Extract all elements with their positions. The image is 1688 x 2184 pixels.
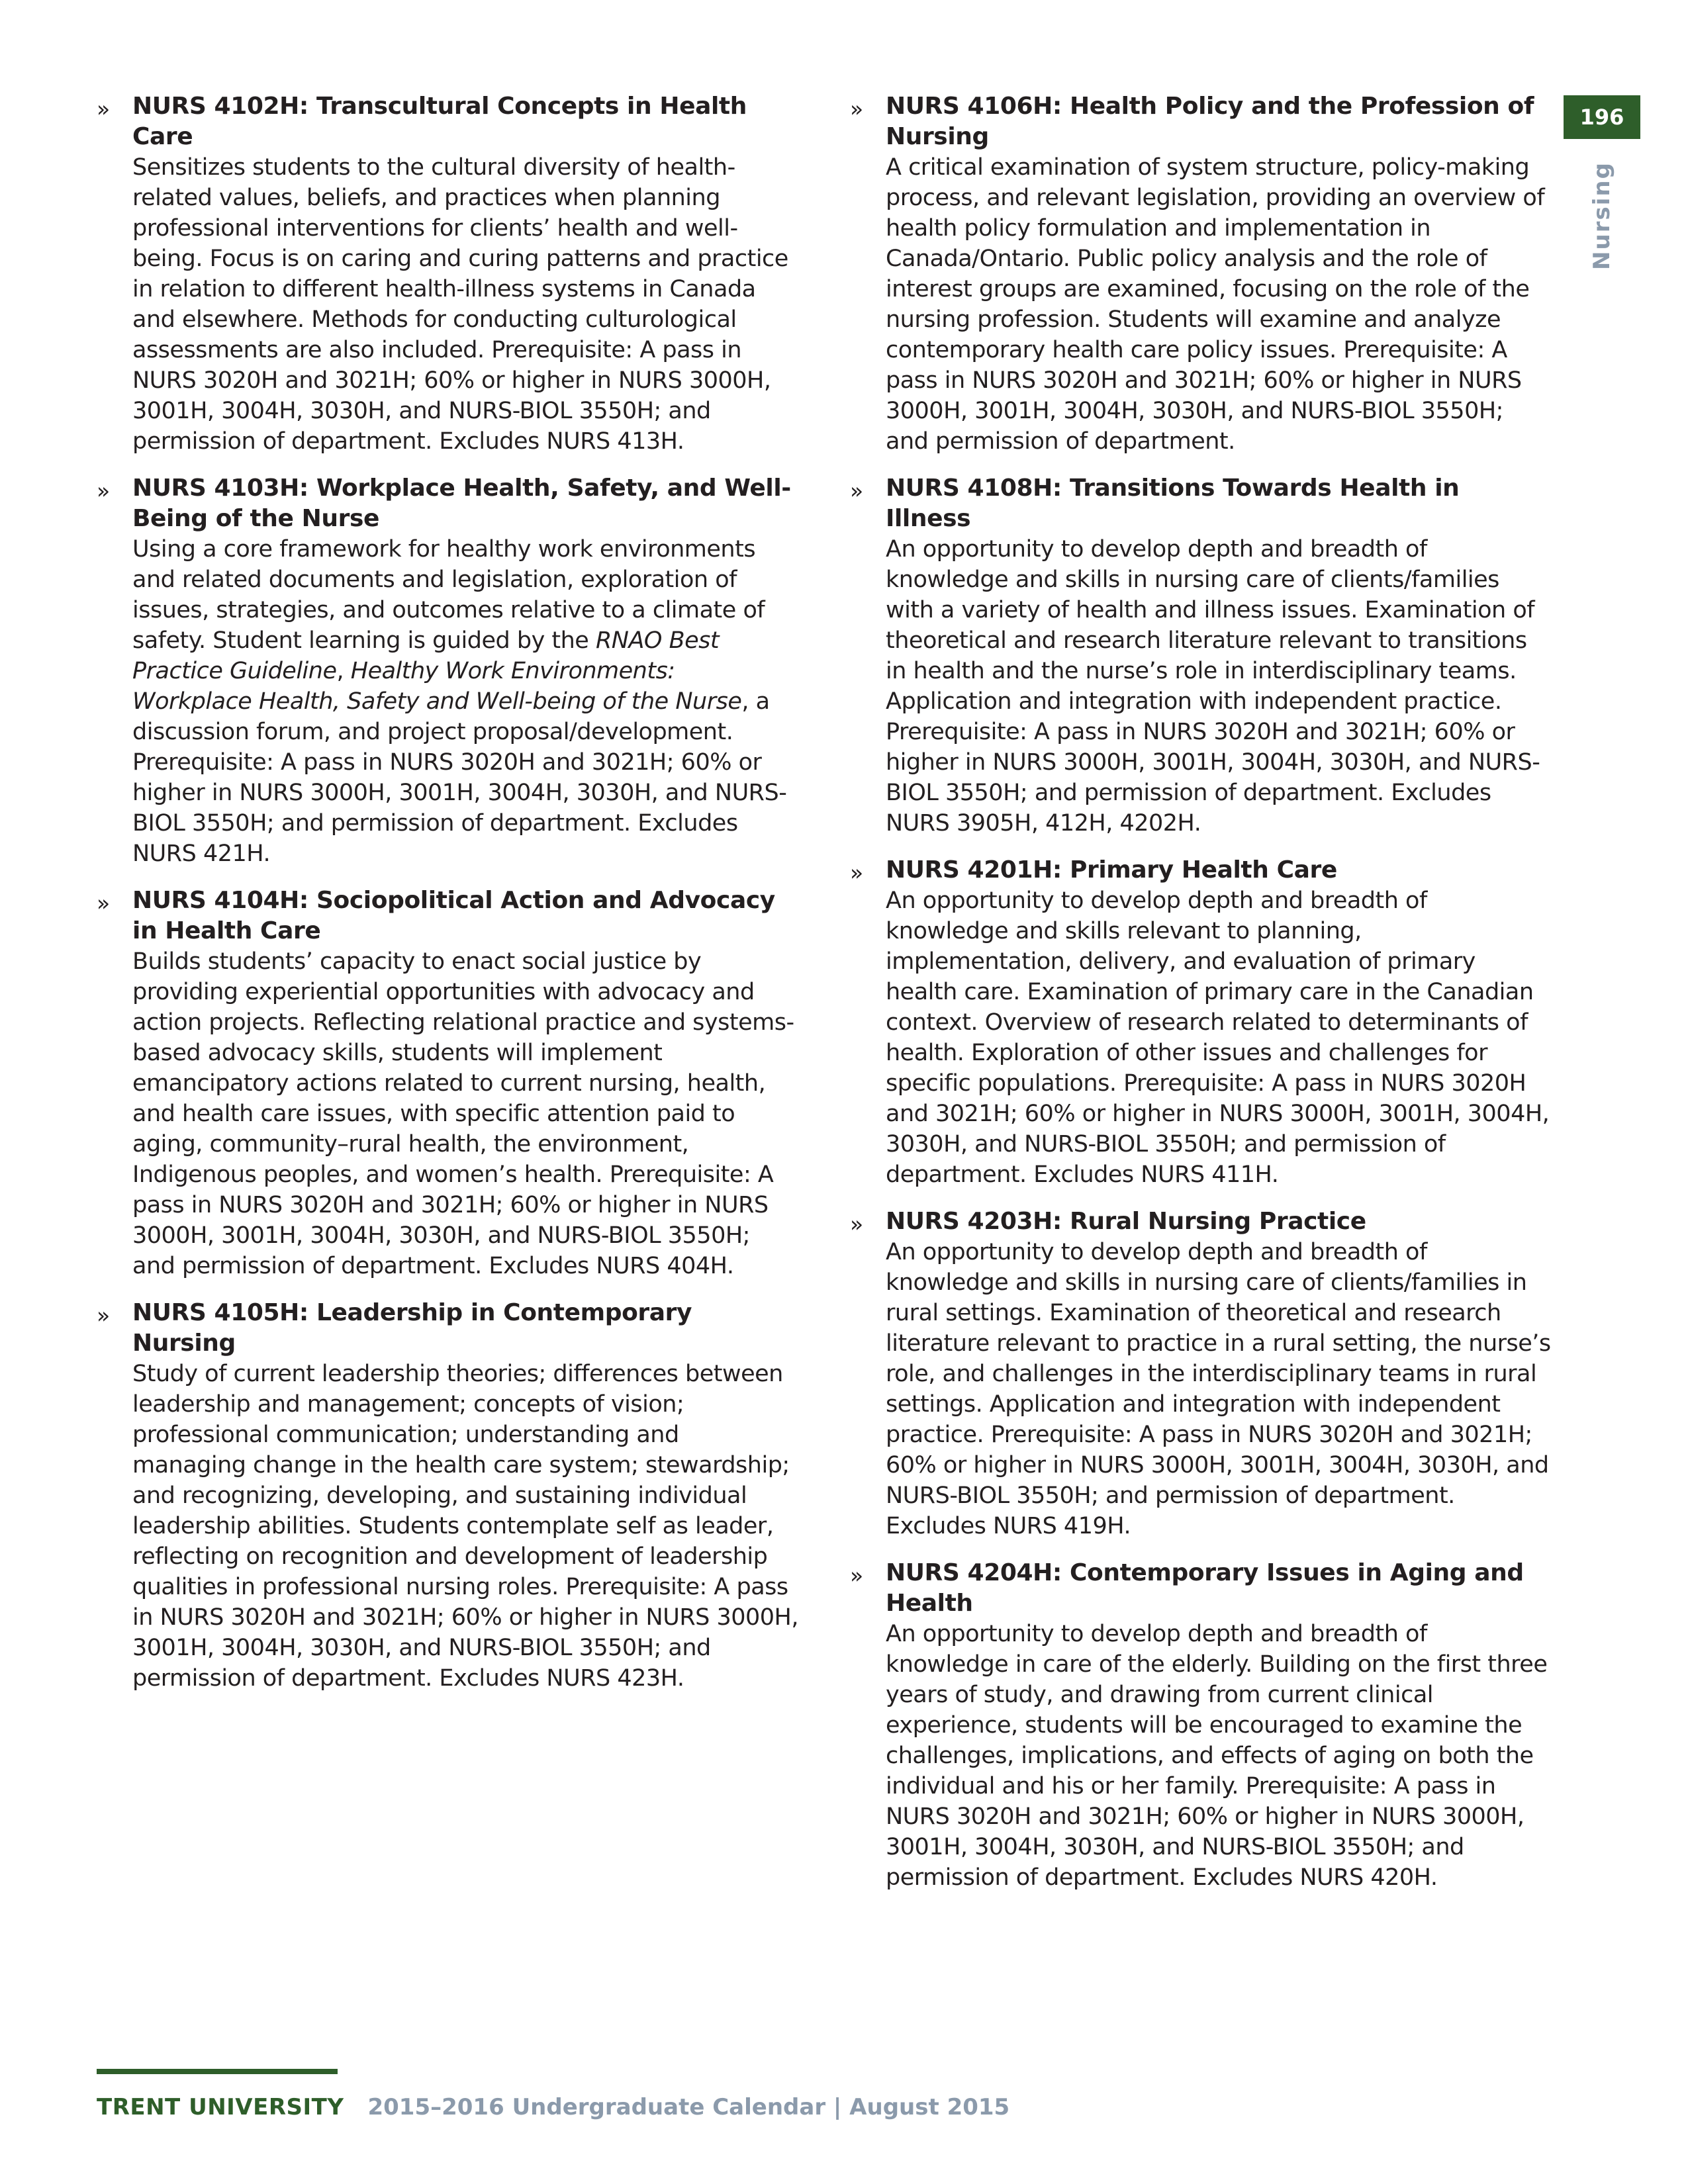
bullet-icon: » [97, 96, 111, 122]
course-nurs-4204h [850, 1558, 1552, 1893]
course-nurs-4102h [97, 91, 798, 457]
course-description: An opportunity to develop depth and breadth of knowledge and skills relevant to planning, implementation, delivery, and evaluation of primary health care. Examination of primary care in the Canadian context. Overview of research related to determinants of health. Exploration of other issues and challenges for specific populations. Prerequisite: A pass in NURS 3020H and 3021H; 60% or higher in NURS 3000H, 3001H, 3004H, 3030H, and NURS-BIOL 3550H; and permission of department. Excludes NURS 411H. [886, 887, 1550, 1188]
footer-university: TRENT UNIVERSITY [97, 2094, 344, 2120]
course-nurs-4105h [97, 1298, 798, 1694]
bullet-icon: » [97, 478, 111, 504]
bullet-icon: » [850, 96, 864, 122]
footer-divider [97, 2069, 338, 2074]
course-description: An opportunity to develop depth and breadth of knowledge and skills in nursing care of clients/families in rural settings. Examination of theoretical and research literature relevant to practice in a rural setting, the nurse’s role, and challenges in the interdisciplinary teams in rural settings. Application and integration with independent practice. Prerequisite: A pass in NURS 3020H and 3021H; 60% or higher in NURS 3000H, 3001H, 3004H, 3030H, and NURS-BIOL 3550H; and permission of department. Excludes NURS 419H. [886, 1239, 1551, 1539]
course-nurs-4108h [850, 473, 1552, 839]
course-description: An opportunity to develop depth and breadth of knowledge and skills in nursing care of clients/families with a variety of health and illness issues. Examination of theoretical and research literature relevant to transitions in health and the nurse’s role in interdisciplinary teams. Application and integration with independent practice. Prerequisite: A pass in NURS 3020H and 3021H; 60% or higher in NURS 3000H, 3001H, 3004H, 3030H, and NURS-BIOL 3550H; and permission of department. Excludes NURS 3905H, 412H, 4202H. [886, 536, 1540, 837]
bullet-icon: » [850, 1563, 864, 1588]
bullet-icon: » [850, 860, 864, 886]
publication-title: Healthy Work Environments: Workplace Health, Safety and Well-being of the Nurse [132, 658, 742, 715]
course-title: NURS 4105H: Leadership in Contemporary Nursing [132, 1299, 692, 1357]
course-nurs-4203h [850, 1206, 1552, 1541]
course-description [132, 534, 798, 869]
course-title: NURS 4204H: Contemporary Issues in Aging and Health [886, 1559, 1524, 1617]
description-text: , a discussion forum, and project proposal/development. Prerequisite: A pass in NURS 3020H and 3021H; 60% or higher in NURS 3000H, 3001H, 3004H, 3030H, and NURS-BIOL 3550H; and permission of department. Excludes NURS 421H. [132, 688, 787, 867]
course-nurs-4103h [97, 473, 798, 869]
bullet-icon: » [850, 478, 864, 504]
course-description: An opportunity to develop depth and breadth of knowledge in care of the elderly. Building on the first three years of study, and drawing from current clinical experience, students will be encouraged to examine the challenges, implications, and effects of aging on both the individual and his or her family. Prerequisite: A pass in NURS 3020H and 3021H; 60% or higher in NURS 3000H, 3001H, 3004H, 3030H, and NURS-BIOL 3550H; and permission of department. Excludes NURS 420H. [886, 1621, 1548, 1891]
course-description: Sensitizes students to the cultural diversity of health-related values, beliefs, and practices when planning professional interventions for clients’ health and well-being. Focus is on caring and curing patterns and practice in relation to different health-illness systems in Canada and elsewhere. Methods for conducting culturological assessments are also included. Prerequisite: A pass in NURS 3020H and 3021H; 60% or higher in NURS 3000H, 3001H, 3004H, 3030H, and NURS-BIOL 3550H; and permission of department. Excludes NURS 413H. [132, 154, 788, 455]
course-description: Study of current leadership theories; differences between leadership and management; concepts of vision; professional communication; understanding and managing change in the health care system; stewardship; and recognizing, developing, and sustaining individual leadership abilities. Students contemplate self as leader, reflecting on recognition and development of leadership qualities in professional nursing roles. Prerequisite: A pass in NURS 3020H and 3021H; 60% or higher in NURS 3000H, 3001H, 3004H, 3030H, and NURS-BIOL 3550H; and permission of department. Excludes NURS 423H. [132, 1361, 798, 1692]
course-nurs-4106h [850, 91, 1552, 457]
bullet-icon: » [97, 890, 111, 916]
page-number-badge: 196 [1564, 95, 1640, 139]
course-title: NURS 4103H: Workplace Health, Safety, and Well-Being of the Nurse [132, 475, 791, 532]
course-title: NURS 4108H: Transitions Towards Health in Illness [886, 475, 1460, 532]
guideline-title: RNAO Best Practice Guideline [132, 627, 720, 684]
course-nurs-4104h [97, 886, 798, 1281]
page-footer [97, 2094, 1009, 2120]
section-tab [1560, 161, 1644, 270]
footer-calendar: 2015–2016 Undergraduate Calendar | August 2015 [367, 2094, 1010, 2120]
section-label: Nursing [1589, 161, 1615, 270]
right-column [850, 91, 1552, 1909]
course-description: A critical examination of system structure, policy-making process, and relevant legislation, providing an overview of health policy formulation and implementation in Canada/Ontario. Public policy analysis and the role of interest groups are examined, focusing on the role of the nursing profession. Students will examine and analyze contemporary health care policy issues. Prerequisite: A pass in NURS 3020H and 3021H; 60% or higher in NURS 3000H, 3001H, 3004H, 3030H, and NURS-BIOL 3550H; and permission of department. [886, 154, 1545, 455]
bullet-icon: » [850, 1211, 864, 1237]
course-title: NURS 4102H: Transcultural Concepts in Health Care [132, 93, 747, 150]
description-text: Using a core framework for healthy work environments and related documents and legislation, exploration of issues, strategies, and outcomes relative to a climate of safety. Student learning is guided by the [132, 536, 765, 654]
description-text: , [336, 658, 351, 684]
course-title: NURS 4203H: Rural Nursing Practice [886, 1208, 1366, 1235]
course-nurs-4201h [850, 855, 1552, 1190]
course-title: NURS 4201H: Primary Health Care [886, 856, 1337, 884]
course-description: Builds students’ capacity to enact social justice by providing experiential opportunities with advocacy and action projects. Reflecting relational practice and systems-based advocacy skills, students will implement emancipatory actions related to current nursing, health, and health care issues, with specific attention paid to aging, community–rural health, the environment, Indigenous peoples, and women’s health. Prerequisite: A pass in NURS 3020H and 3021H; 60% or higher in NURS 3000H, 3001H, 3004H, 3030H, and NURS-BIOL 3550H; and permission of department. Excludes NURS 404H. [132, 948, 794, 1279]
course-title: NURS 4106H: Health Policy and the Profession of Nursing [886, 93, 1534, 150]
bullet-icon: » [97, 1302, 111, 1328]
left-column [97, 91, 798, 1710]
course-title: NURS 4104H: Sociopolitical Action and Advocacy in Health Care [132, 887, 775, 944]
